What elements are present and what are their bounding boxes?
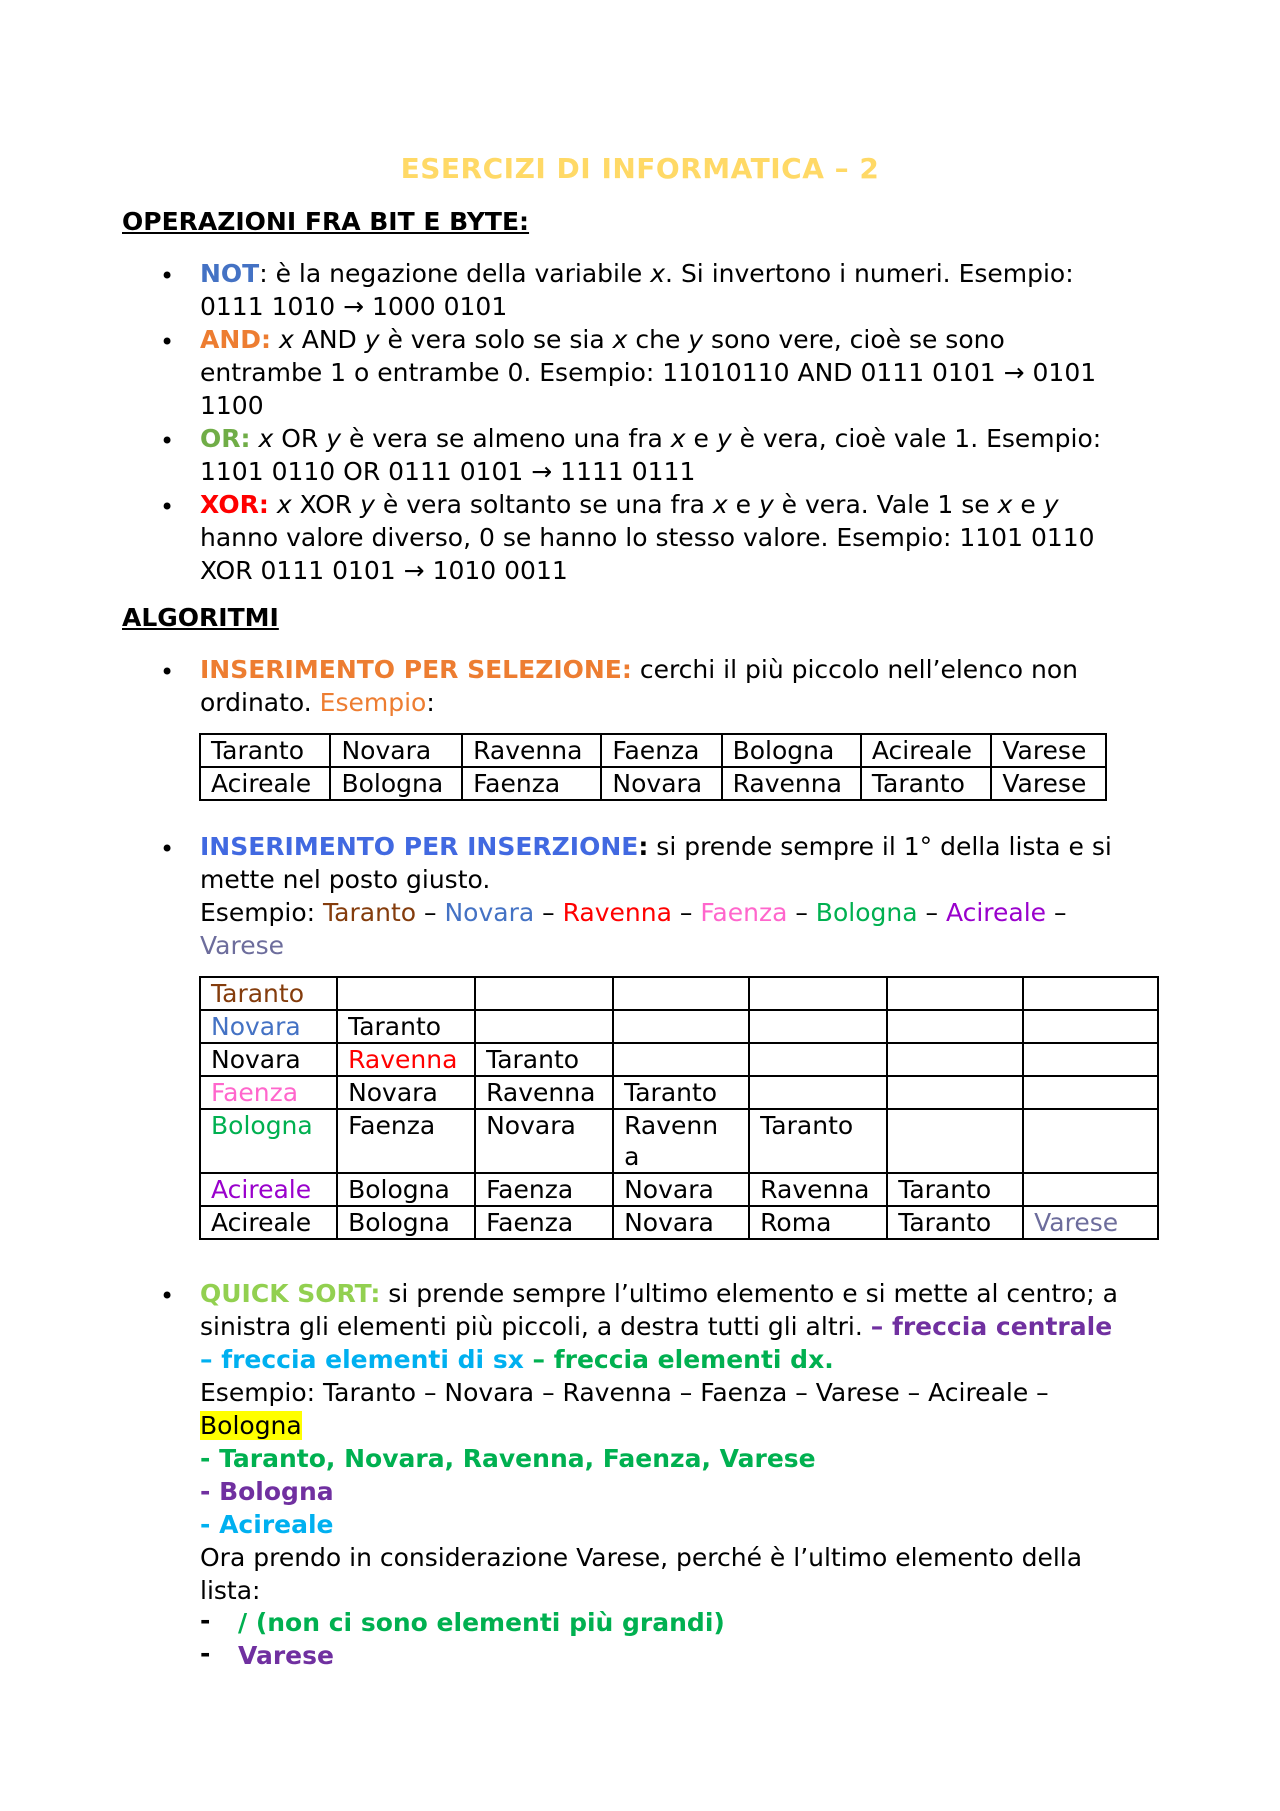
table-cell: Taranto (337, 1010, 475, 1043)
selection-table (199, 733, 1107, 801)
table-row (200, 1109, 1158, 1173)
var-x: x (258, 424, 274, 453)
table-row (200, 1043, 1158, 1076)
separator: – (787, 898, 816, 927)
list-item-or (200, 422, 1180, 488)
separator: – (1046, 898, 1067, 927)
quicksort-step-varese: Varese (238, 1641, 334, 1670)
table-cell (475, 1010, 613, 1043)
text: si prende sempre l’ultimo elemento e si mette al centro; a (380, 1279, 1118, 1308)
bullet: • (160, 835, 175, 863)
table-cell: Taranto (475, 1043, 613, 1076)
table-cell: Faenza (601, 734, 721, 767)
table-cell: Ravenna (462, 734, 601, 767)
text: che (627, 325, 689, 354)
table-cell (337, 977, 475, 1010)
bullet: • (160, 427, 175, 455)
legend-central-arrow: – freccia centrale (870, 1312, 1113, 1341)
example-city: Faenza (700, 898, 788, 927)
table-cell (1023, 1010, 1158, 1043)
text: cerchi il più piccolo nell’elenco non (631, 655, 1078, 684)
table-cell: Bologna (330, 767, 462, 800)
table-row (200, 1173, 1158, 1206)
table-cell (475, 977, 613, 1010)
table-cell: Acireale (200, 1206, 337, 1239)
var-y: y (716, 424, 732, 453)
example-city: Novara (444, 898, 535, 927)
text: sinistra gli elementi più piccoli, a destra tutti gli altri. (200, 1312, 871, 1341)
var-y: y (364, 325, 380, 354)
text: : (638, 832, 649, 861)
example-city: Taranto (323, 898, 417, 927)
var-y: y (688, 325, 704, 354)
text: lista: (200, 1576, 261, 1605)
var-y: y (758, 490, 774, 519)
text: è vera soltanto se una fra (374, 490, 713, 519)
table-cell (1023, 1109, 1158, 1173)
quicksort-step-none: / (non ci sono elementi più grandi) (238, 1608, 725, 1637)
table-row (200, 1010, 1158, 1043)
text: AND (293, 325, 365, 354)
table-cell (887, 1043, 1023, 1076)
text: è vera se almeno una fra (341, 424, 671, 453)
var-y: y (360, 490, 375, 519)
bullet: • (160, 493, 175, 521)
var-x: x (278, 325, 294, 354)
and-label: AND: (200, 325, 272, 354)
table-cell (613, 977, 749, 1010)
xor-label: XOR: (200, 490, 269, 519)
table-cell (749, 1076, 887, 1109)
text: . Si invertono i numeri. Esempio: (665, 259, 1074, 288)
table-cell: Varese (991, 734, 1106, 767)
var-x: x (670, 424, 686, 453)
text: mette nel posto giusto. (200, 865, 491, 894)
bullet: • (160, 262, 175, 290)
text: è vera solo se sia (379, 325, 613, 354)
table-cell (1023, 1043, 1158, 1076)
var-x: x (650, 259, 666, 288)
insertion-example-line-2 (200, 929, 1180, 962)
separator: – (534, 898, 563, 927)
text: si prende sempre il 1° della lista e si (648, 832, 1112, 861)
table-cell: Taranto (887, 1173, 1023, 1206)
dash-marker: - (200, 1639, 211, 1668)
text: entrambe 1 o entrambe 0. Esempio: 11010110 AND 0111 0101 → 0101 (200, 358, 1097, 387)
table-cell (1023, 1076, 1158, 1109)
bullet: • (160, 328, 175, 356)
text: ordinato. (200, 688, 320, 717)
table-row (200, 734, 1106, 767)
table-cell (1023, 977, 1158, 1010)
text: e (727, 490, 759, 519)
list-item-not (200, 257, 1180, 323)
legend-left-arrow: – freccia elementi di sx (200, 1345, 524, 1374)
table-cell (887, 1109, 1023, 1173)
table-cell: Bologna (722, 734, 861, 767)
text: 1100 (200, 391, 264, 420)
table-cell: Varese (1023, 1206, 1158, 1239)
table-cell: Novara (330, 734, 462, 767)
table-cell (749, 977, 887, 1010)
not-label: NOT (200, 259, 260, 288)
list-item-xor (200, 488, 1180, 587)
table-cell: Faenza (462, 767, 601, 800)
text: hanno valore diverso, 0 se hanno lo stesso valore. Esempio: 1101 0110 (200, 523, 1095, 552)
separator: – (416, 898, 445, 927)
table-cell: Faenza (200, 1076, 337, 1109)
text: e (1012, 490, 1044, 519)
list-item-quick-sort (200, 1277, 1180, 1607)
table-cell: Acireale (861, 734, 991, 767)
table-cell: Novara (601, 767, 721, 800)
insertion-table (199, 976, 1159, 1240)
list-item-insertion-sort (200, 830, 1180, 962)
table-cell: Acireale (200, 767, 330, 800)
table-row (200, 1076, 1158, 1109)
table-cell (749, 1043, 887, 1076)
table-cell: Novara (200, 1043, 337, 1076)
table-cell: Novara (613, 1173, 749, 1206)
table-cell: Taranto (200, 977, 337, 1010)
section-heading-algorithms: ALGORITMI (122, 603, 279, 632)
text: Ora prendo in considerazione Varese, perché è l’ultimo elemento della (200, 1543, 1083, 1572)
table-cell: Roma (749, 1206, 887, 1239)
table-cell: Taranto (887, 1206, 1023, 1239)
table-cell: Taranto (613, 1076, 749, 1109)
quicksort-step-center: - Bologna (200, 1477, 334, 1506)
section-heading-bit-operations: OPERAZIONI FRA BIT E BYTE: (122, 207, 530, 236)
table-row (200, 977, 1158, 1010)
list-item-selection-sort (200, 653, 1180, 719)
table-cell: Ravenna (475, 1076, 613, 1109)
table-cell: Ravenn a (613, 1109, 749, 1173)
table-cell (613, 1043, 749, 1076)
bullet: • (160, 658, 175, 686)
separator: – (671, 898, 701, 927)
text: : (426, 688, 435, 717)
var-x: x (612, 325, 628, 354)
list-item-and (200, 323, 1180, 422)
table-cell: Faenza (475, 1173, 613, 1206)
or-label: OR: (200, 424, 251, 453)
example-city: Acireale (945, 898, 1047, 927)
table-cell: Novara (475, 1109, 613, 1173)
text: sono vere, cioè se sono (703, 325, 1005, 354)
table-cell (887, 1076, 1023, 1109)
example-city: Bologna (815, 898, 918, 927)
table-cell (887, 977, 1023, 1010)
dash-marker: - (200, 1606, 211, 1635)
table-cell (613, 1010, 749, 1043)
table-cell: Bologna (337, 1206, 475, 1239)
bullet: • (160, 1282, 175, 1310)
table-cell: Taranto (200, 734, 330, 767)
legend-right-arrow: – freccia elementi dx. (523, 1345, 834, 1374)
text: è vera. Vale 1 se (773, 490, 998, 519)
table-cell (1023, 1173, 1158, 1206)
var-x: x (276, 490, 292, 519)
table-cell: Novara (337, 1076, 475, 1109)
quicksort-step-left: - Acireale (200, 1510, 334, 1539)
pivot-highlight: Bologna (200, 1411, 302, 1440)
quicksort-step-right: - Taranto, Novara, Ravenna, Faenza, Varese (200, 1444, 816, 1473)
example-city: Ravenna (562, 898, 672, 927)
table-cell: Acireale (200, 1173, 337, 1206)
table-cell (887, 1010, 1023, 1043)
table-cell: Novara (613, 1206, 749, 1239)
var-y: y (326, 424, 342, 453)
insertion-label: INSERIMENTO PER INSERZIONE (200, 832, 639, 861)
text: Esempio: Taranto – Novara – Ravenna – Faenza – Varese – Acireale – (200, 1378, 1049, 1407)
table-cell: Bologna (200, 1109, 337, 1173)
text: OR (273, 424, 327, 453)
var-x: x (712, 490, 728, 519)
table-cell: Ravenna (337, 1043, 475, 1076)
table-row (200, 1206, 1158, 1239)
page-title: ESERCIZI DI INFORMATICA – 2 (400, 152, 880, 185)
table-cell: Ravenna (749, 1173, 887, 1206)
table-cell (749, 1010, 887, 1043)
var-y: y (1043, 490, 1059, 519)
text: 1101 0110 OR 0111 0101 → 1111 0111 (200, 457, 696, 486)
text: : è la negazione della variabile (259, 259, 651, 288)
table-cell: Faenza (475, 1206, 613, 1239)
text: e (685, 424, 717, 453)
selection-label: INSERIMENTO PER SELEZIONE: (200, 655, 632, 684)
text: 0111 1010 → 1000 0101 (200, 292, 508, 321)
table-row (200, 767, 1106, 800)
text: XOR 0111 0101 → 1010 0011 (200, 556, 568, 585)
text: è vera, cioè vale 1. Esempio: (731, 424, 1102, 453)
table-cell: Faenza (337, 1109, 475, 1173)
insertion-example-line (200, 896, 1180, 929)
example-city: Varese (200, 931, 284, 960)
text: Esempio: (200, 898, 324, 927)
table-cell: Bologna (337, 1173, 475, 1206)
table-cell: Taranto (749, 1109, 887, 1173)
separator: – (917, 898, 946, 927)
table-cell: Ravenna (722, 767, 861, 800)
table-cell: Varese (991, 767, 1106, 800)
quicksort-label: QUICK SORT: (200, 1279, 381, 1308)
table-cell: Novara (200, 1010, 337, 1043)
var-x: x (997, 490, 1013, 519)
table-cell: Taranto (861, 767, 991, 800)
esempio-label: Esempio (319, 688, 427, 717)
text: XOR (291, 490, 361, 519)
